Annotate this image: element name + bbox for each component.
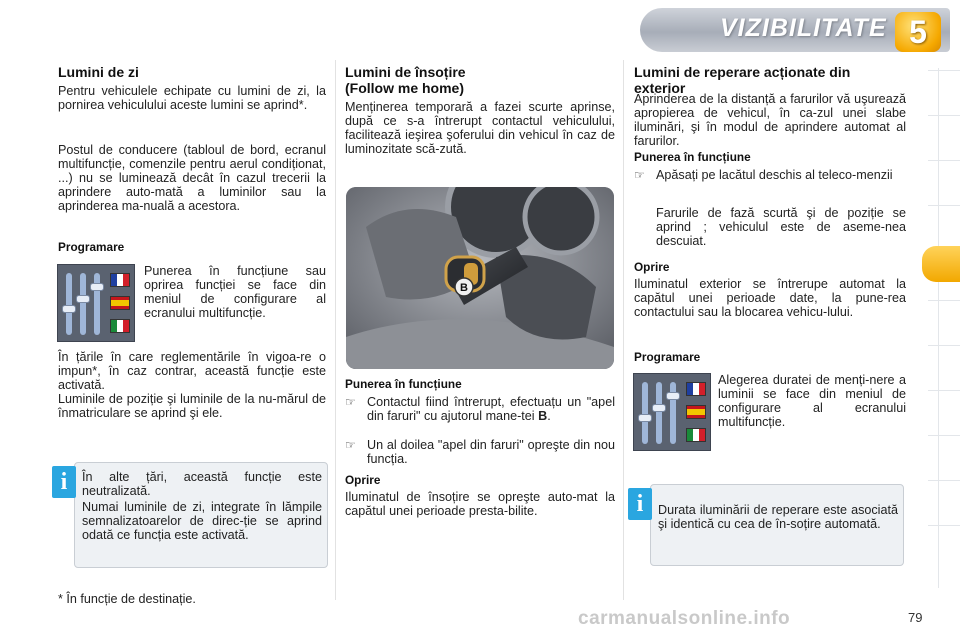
info-text-daytime-lights: Numai luminile de zi, integrate în lămpile semnalizatoarelor de direc-ție se aprind odată ce funcția este activată.	[82, 500, 322, 542]
side-tabs	[928, 60, 960, 590]
page-title: VIZIBILITATE	[720, 14, 887, 42]
activation-step1-text: Contactul fiind întrerupt, efectuațu un "apel din faruri" cu ajutorul mane-tei	[367, 395, 615, 423]
activation-step1-end: .	[547, 409, 551, 423]
programming-heading: Programare	[58, 240, 125, 254]
section-title-daytime-lights: Lumini de zi	[58, 64, 139, 80]
guide-lights-intro: Aprinderea de la distanță a farurilor vă uşurează apropierea de vehicul, în ca-zul unei slabe iluminări, şi în modul de aprindere automat al farurilor.	[634, 92, 906, 148]
side-tab[interactable]	[928, 160, 960, 196]
daytime-lights-intro: Pentru vehiculele echipate cu lumini de zi, la pornirea vehiculului aceste lumini se aprind*.	[58, 84, 326, 112]
deactivation-heading: Oprire	[345, 473, 381, 487]
side-tab-active[interactable]	[922, 246, 960, 282]
info-text-other-countries: În alte țări, această funcție este neutralizată.	[82, 470, 322, 498]
page-number: 79	[908, 610, 923, 625]
steering-stalk-photo	[346, 187, 614, 369]
daytime-lights-dashboard-note: Postul de conducere (tabloul de bord, ecranul multifuncție, comenzile pentru aerul condiționat, ...) nu se luminează decât în cazul trecerii la aprindere auto-mată a luminilor sau la aprinderea ma-nuală a acestora.	[58, 143, 326, 213]
activation-heading: Punerea în funcțiune	[634, 150, 751, 164]
activation-result-text: Farurile de fază scurtă şi de poziție se aprind ; vehiculul este de aseme-nea descuiat.	[656, 206, 906, 248]
activation-step2-text: Un al doilea "apel din faruri" opreşte din nou funcția.	[367, 438, 615, 466]
deactivation-heading: Oprire	[634, 260, 670, 274]
side-tab[interactable]	[928, 525, 960, 561]
deactivation-text: Iluminatul de însoțire se opreşte auto-mat la capătul unei perioade presta-bilite.	[345, 490, 615, 518]
section-title-line2: (Follow me home)	[345, 80, 464, 96]
programming-heading: Programare	[634, 350, 701, 364]
activation-step1-text: Apăsați pe lacătul deschis al teleco-menzii	[656, 168, 893, 182]
side-tab[interactable]	[928, 205, 960, 241]
list-item	[345, 438, 615, 468]
section-title-follow-me-home	[345, 64, 615, 96]
info-icon: i	[628, 488, 652, 520]
settings-menu-icon	[633, 373, 711, 451]
section-title-line1: Lumini de însoțire	[345, 64, 466, 80]
chapter-number-badge: 5	[895, 12, 941, 52]
follow-me-home-intro: Menținerea temporară a fazei scurte aprinse, după ce s-a întrerupt contactul vehiculului, facilitează ieşirea şoferului din vehicul în caz de luminozitate scă-zută.	[345, 100, 615, 156]
list-item	[634, 168, 906, 198]
programming-text: Alegerea duratei de menți-nere a luminii se face din meniul de configurare al ecranului multifuncție.	[718, 373, 906, 429]
side-tab[interactable]	[928, 390, 960, 426]
pointing-hand-icon: ☞	[345, 438, 356, 452]
programming-text: Punerea în funcțiune sau oprirea funcției se face din meniul de configurare al ecranului multifuncție.	[144, 264, 326, 320]
side-tab[interactable]	[928, 115, 960, 151]
info-text-duration: Durata iluminării de reperare este asociată şi identică cu cea de în-soțire automată.	[658, 503, 898, 531]
side-tab[interactable]	[928, 300, 960, 336]
deactivation-text: Iluminatul exterior se întrerupe automat la capătul unei perioade date, la pune-rea contactului sau la blocarea vehicu-lului.	[634, 277, 906, 319]
watermark: carmanualsonline.info	[578, 608, 791, 629]
activation-step1-label: B	[538, 409, 548, 423]
pointing-hand-icon: ☞	[634, 168, 645, 182]
regulation-note: În țările în care reglementările în vigoa-re o impun*, în caz contrar, această funcție este activată.	[58, 350, 326, 392]
column-divider	[335, 60, 336, 600]
section-title-line2: exterior	[634, 80, 686, 96]
stalk-label-b: B	[460, 282, 468, 294]
pointing-hand-icon: ☞	[345, 395, 356, 409]
position-lights-note: Luminile de poziție şi luminile de la nu-mărul de înmatriculare se aprind şi ele.	[58, 392, 326, 420]
activation-heading: Punerea în funcțiune	[345, 377, 462, 391]
side-tab[interactable]	[928, 480, 960, 516]
side-tab[interactable]	[928, 345, 960, 381]
settings-menu-icon	[57, 264, 135, 342]
section-title-line1: Lumini de reperare acționate din	[634, 64, 851, 80]
info-icon: i	[52, 466, 76, 498]
list-item	[345, 395, 615, 437]
side-tab[interactable]	[928, 435, 960, 471]
column-divider	[623, 60, 624, 600]
footnote: * În funcție de destinație.	[58, 592, 196, 606]
side-tab[interactable]	[928, 70, 960, 106]
